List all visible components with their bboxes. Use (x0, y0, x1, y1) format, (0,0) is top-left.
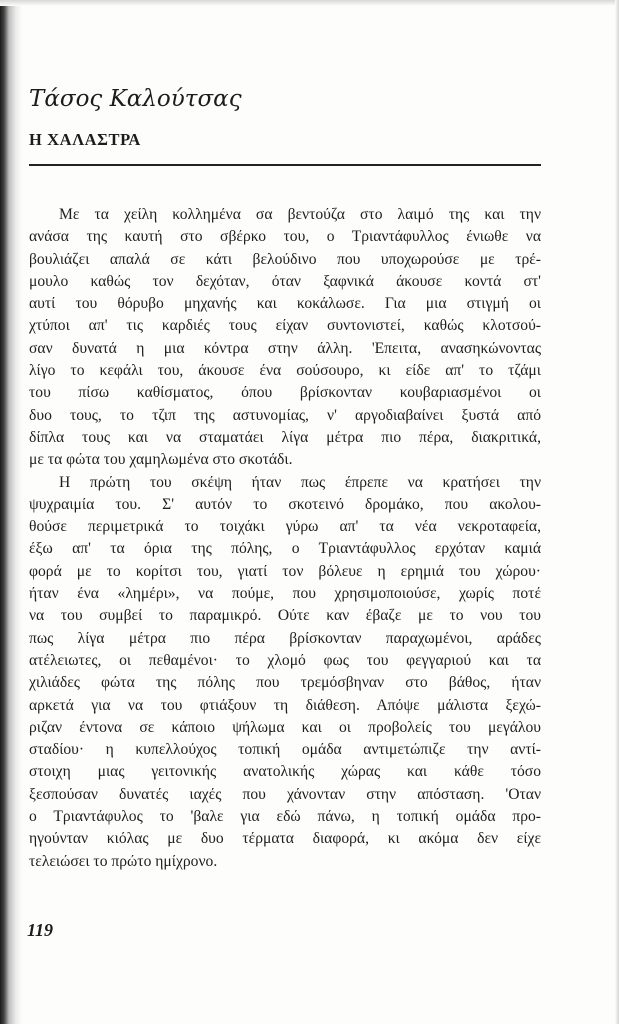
text-line: δυο τους, το τζιπ της αστυνομίας, ν' αργοδιαβαίνει ξυστά από (29, 406, 541, 424)
text-line: με τα φώτα του χαμηλωμένα στο σκοτάδι. (29, 451, 293, 469)
text-line: ήταν ένα «λημέρι», να πούμε, που χρησιμοποιούσε, χωρίς ποτέ (29, 585, 541, 603)
text-line: δίπλα τους και να σταματάει λίγα μέτρα πιο πέρα, διακριτικά, (29, 428, 541, 446)
author-name: Τάσος Καλούτσας (29, 86, 242, 112)
text-line: τελειώσει το πρώτο ημίχρονο. (29, 852, 218, 870)
text-line: ψυχραιμία του. Σ' αυτόν το σκοτεινό δρομάκο, που ακολου- (29, 495, 541, 513)
story-title: Η ΧΑΛΑΣΤΡΑ (29, 130, 141, 149)
text-line: ο Τριαντάφυλος το 'βαλε για εδώ πάνω, η τοπική ομάδα προ- (29, 808, 541, 826)
text-line: σαν δυνατά η μια κόντρα στην άλλη. 'Επειτα, ανασηκώνοντας (29, 339, 541, 357)
text-line: Με τα χείλη κολλημένα σα βεντούζα στο λαιμό της και την (59, 206, 541, 223)
text-line: χιλιάδες φώτα της πόλης που τρεμόσβηναν στο βάθος, ήταν (29, 674, 541, 692)
text-line: έξω απ' τα όρια της πόλης, ο Τριαντάφυλλος ερχόταν καμιά (29, 540, 541, 558)
text-line: αυτί του θόρυβο μηχανής και κοκάλωσε. Για μια στιγμή οι (29, 295, 541, 313)
text-line: ξεσπούσαν δυνατές ιαχές που χάνονταν στην απόσταση. 'Οταν (29, 785, 541, 803)
text-line: φορά με το κορίτσι του, γιατί τον βόλευε η ερημιά του χώρου· (29, 562, 541, 580)
text-line: ηγούνταν κιόλας με δυο τέρματα διαφορά, κι ακόμα δεν είχε (29, 830, 541, 848)
text-line: ανάσα της καυτή στο σβέρκο του, ο Τριαντάφυλλος ένιωθε να (29, 228, 541, 246)
text-line: ατέλειωτες, οι πεθαμένοι· το χλομό φως του φεγγαριού και τα (29, 651, 541, 669)
text-line: χτύποι απ' τις καρδιές τους είχαν συντονιστεί, καθώς κλοτσού- (29, 317, 541, 335)
page-right-edge (615, 0, 619, 1024)
text-line: να του συμβεί το παραμικρό. Ούτε καν έβαζε με το νου του (29, 607, 541, 625)
page-number: 119 (27, 920, 54, 940)
paragraph (29, 204, 541, 472)
page-top-edge (0, 0, 619, 6)
paragraph (29, 472, 541, 873)
title-divider-rule (29, 164, 541, 166)
text-line: λίγο το κεφάλι του, άκουσε ένα σούσουρο, κι είδε απ' το τζάμι (29, 362, 541, 380)
text-line: στοιχη μιας γειτονικής ανατολικής χώρας και κάθε τόσο (29, 763, 541, 781)
text-line: θούσε περιμετρικά το τοιχάκι γύρω απ' τα νέα νεκροταφεία, (29, 518, 541, 536)
text-line: αρκετά για να του φτιάξουν τη διάθεση. Απόψε μάλιστα ξεχώ- (29, 696, 541, 714)
text-line: μουλο καθώς τον δεχόταν, όταν ξαφνικά άκουσε κοντά στ' (29, 272, 541, 290)
text-line: του πίσω καθίσματος, όπου βρίσκονταν κουβαριασμένοι οι (29, 384, 541, 402)
story-body (29, 204, 541, 873)
text-line: Η πρώτη του σκέψη ήταν πως έπρεπε να κρατήσει την (59, 473, 541, 491)
text-line: βουλιάζει απαλά σε κάτι βελούδινο που υποχωρούσε με τρέ- (29, 250, 541, 268)
text-line: πως λίγα μέτρα πιο πέρα βρίσκονταν παραχωμένοι, αράδες (29, 629, 541, 647)
text-line: ριζαν έντονα σε κάποιο ψήλωμα και οι προβολείς του μεγάλου (29, 718, 541, 736)
book-spine-shadow (0, 0, 22, 1024)
text-line: σταδίου· η κυπελλούχος τοπική ομάδα αντιμετώπιζε την αντί- (29, 741, 541, 759)
